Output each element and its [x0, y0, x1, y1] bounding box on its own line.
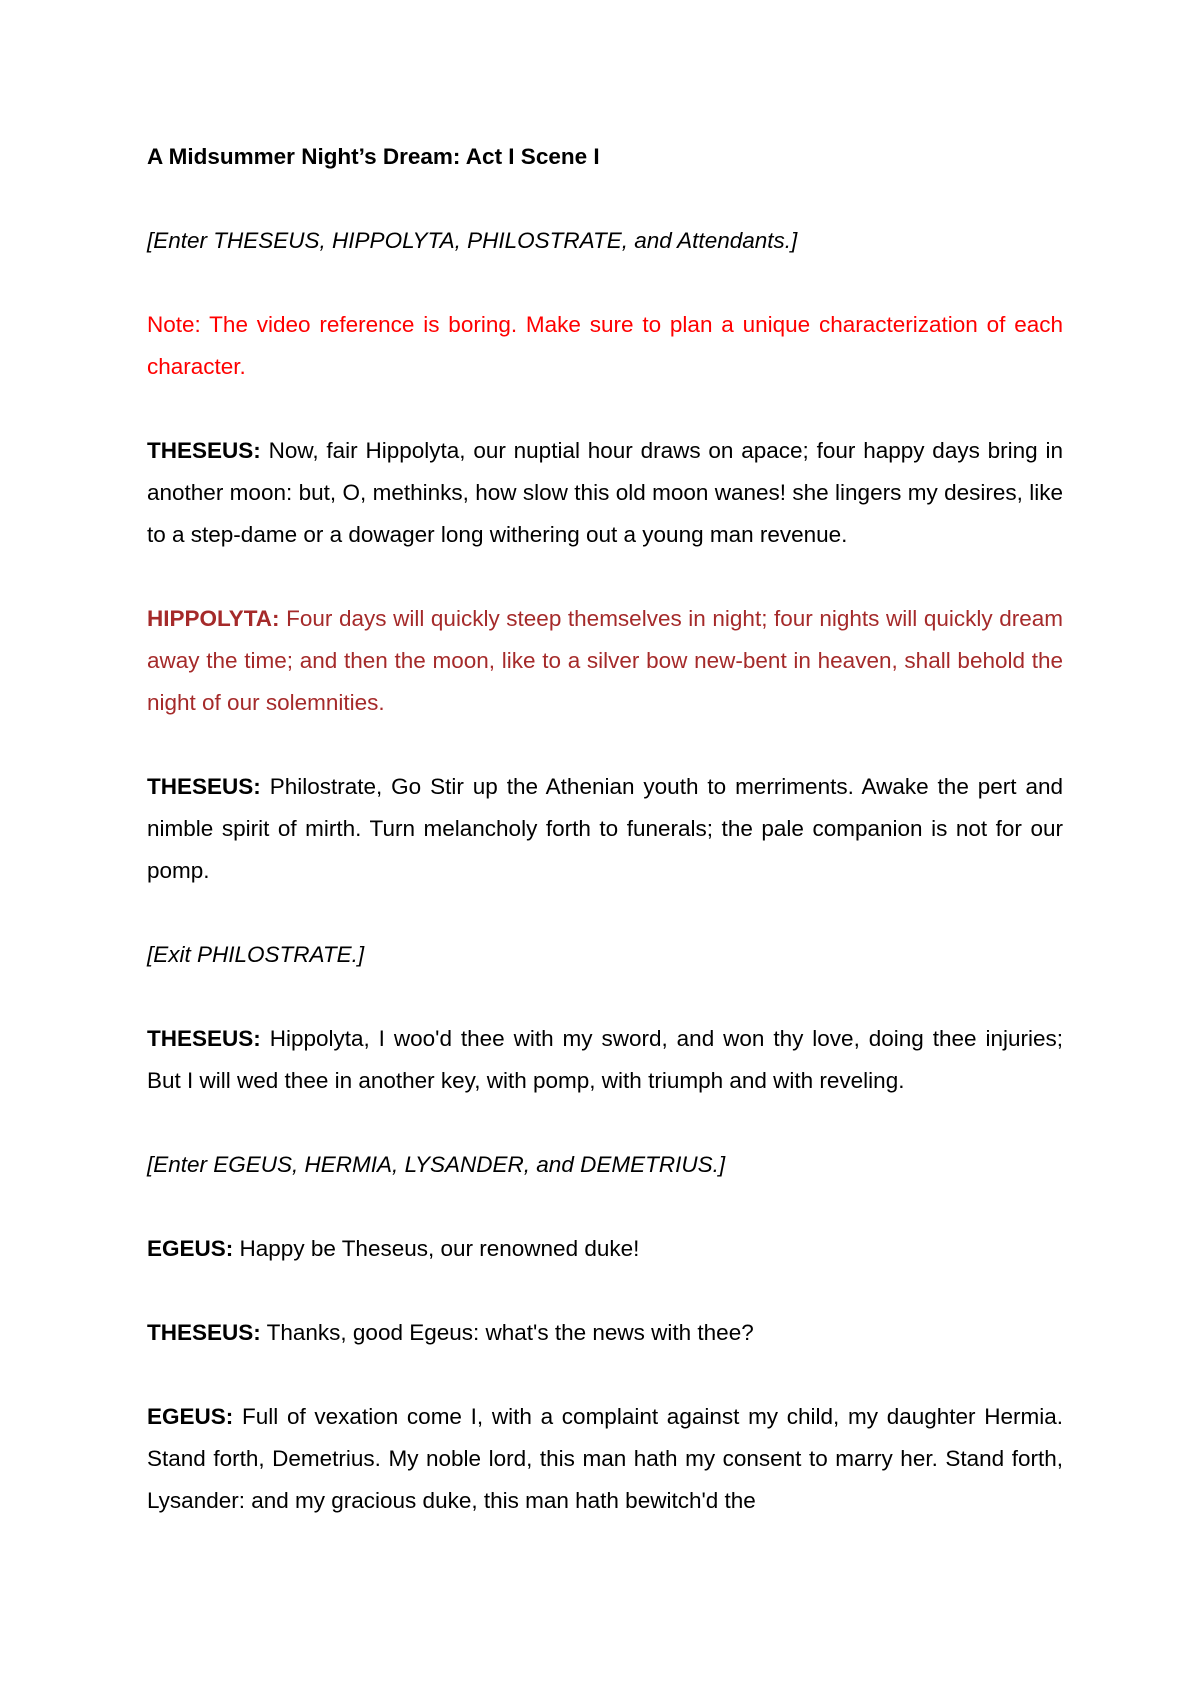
speech-egeus-2: [147, 1396, 1063, 1522]
stage-direction-exit-philostrate: [Exit PHILOSTRATE.]: [147, 942, 365, 967]
speaker-name: THESEUS:: [147, 438, 261, 463]
director-note: Note: The video reference is boring. Make sure to plan a unique characterization of each character.: [147, 312, 1063, 379]
speech-theseus-3: [147, 1018, 1063, 1102]
speaker-name: THESEUS:: [147, 1320, 261, 1345]
speaker-name: EGEUS:: [147, 1236, 234, 1261]
speech-text: Now, fair Hippolyta, our nuptial hour draws on apace; four happy days bring in another moon: but, O, methinks, how slow this old moon wanes! she lingers my desires, like to a step-dame or a dowager long withering out a young man revenue.: [147, 438, 1063, 547]
speech-text: Full of vexation come I, with a complaint against my child, my daughter Hermia. Stand forth, Demetrius. My noble lord, this man hath my consent to marry her. Stand forth, Lysander: and my gracious duke, this man hath bewitch'd the: [147, 1404, 1063, 1513]
speech-theseus-4: [147, 1312, 1063, 1354]
speech-hippolyta-1: [147, 598, 1063, 724]
speaker-name: THESEUS:: [147, 774, 261, 799]
speaker-name: HIPPOLYTA:: [147, 606, 280, 631]
speech-egeus-1: [147, 1228, 1063, 1270]
speech-theseus-2: [147, 766, 1063, 892]
speaker-name: EGEUS:: [147, 1404, 234, 1429]
document-title: A Midsummer Night’s Dream: Act I Scene I: [147, 144, 600, 169]
speech-text: Philostrate, Go Stir up the Athenian youth to merriments. Awake the pert and nimble spirit of mirth. Turn melancholy forth to funerals; the pale companion is not for our pomp.: [147, 774, 1063, 883]
stage-direction-enter-egeus: [Enter EGEUS, HERMIA, LYSANDER, and DEMETRIUS.]: [147, 1152, 726, 1177]
speech-text: Hippolyta, I woo'd thee with my sword, and won thy love, doing thee injuries; But I will wed thee in another key, with pomp, with triumph and with reveling.: [147, 1026, 1063, 1093]
speech-theseus-1: [147, 430, 1063, 556]
speaker-name: THESEUS:: [147, 1026, 261, 1051]
document-page: [147, 136, 1063, 1522]
speech-text: Four days will quickly steep themselves in night; four nights will quickly dream away the time; and then the moon, like to a silver bow new-bent in heaven, shall behold the night of our solemnities.: [147, 606, 1063, 715]
speech-text: Thanks, good Egeus: what's the news with thee?: [266, 1320, 754, 1345]
speech-text: Happy be Theseus, our renowned duke!: [239, 1236, 640, 1261]
stage-direction-enter-court: [Enter THESEUS, HIPPOLYTA, PHILOSTRATE, and Attendants.]: [147, 228, 798, 253]
